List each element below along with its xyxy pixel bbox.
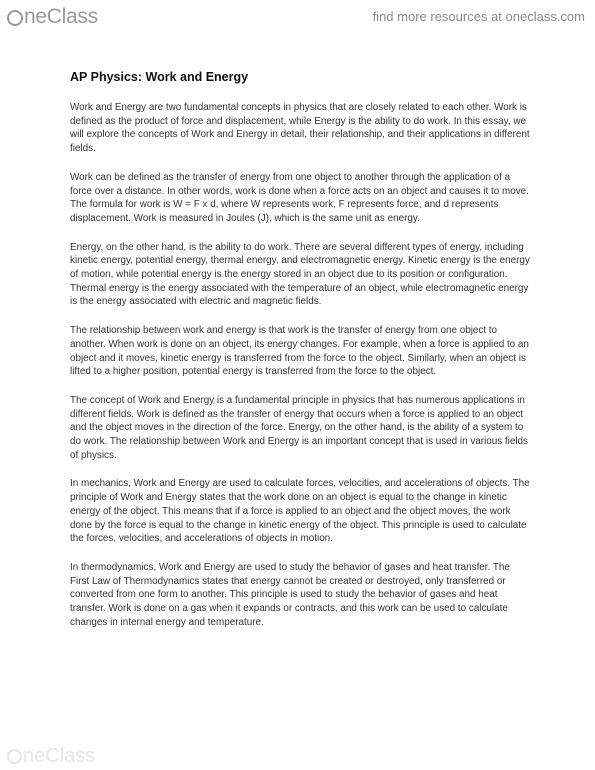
paragraph-6: In mechanics, Work and Energy are used to calculate forces, velocities, and accelerations of objects. The principle of Work and Energy states that the work done on an object is equal to the change in kinetic energy of the object. This means that if a force is applied to an object and the object moves, the work done by the force is equal to the change in kinetic energy of the object. This principle is used to calculate the forces, velocities, and accelerations of objects in motion. [70, 478, 530, 545]
paragraph-7: In thermodynamics, Work and Energy are used to study the behavior of gases and heat transfer. The First Law of Thermodynamics states that energy cannot be created or destroyed, only transferred or converted from one form to another. This principle is used to study the behavior of gases and heat transfer. Work is done on a gas when it expands or contracts, and this work can be used to calculate changes in internal energy and temperature. [70, 561, 510, 628]
footer-logo-text: neClass [23, 745, 96, 767]
document-title: AP Physics: Work and Energy [70, 70, 249, 84]
document-body [70, 70, 530, 645]
paragraph-2: Work can be defined as the transfer of energy from one object to another through the application of a force over a distance. In other words, work is done when a force acts on an object and causes it to move. The formula for work is W = F x d, where W represents work, F represents force, and d represents displacement. Work is measured in Joules (J), which is the same unit as energy. [70, 171, 529, 224]
paragraph-4: The relationship between work and energy is that work is the transfer of energy from one object to another. When work is done on an object, its energy changes. For example, when a force is applied to an object and it moves, kinetic energy is transferred from the force to the object. Similarly, when an object is lifted to a higher position, potential energy is transferred from the force to the object. [70, 325, 529, 378]
page-header [0, 0, 595, 32]
oneclass-logo[interactable] [7, 5, 98, 29]
footer-logo-o-icon [7, 749, 22, 764]
page-footer [7, 745, 95, 768]
paragraph-5: The concept of Work and Energy is a fundamental principle in physics that has numerous applications in different fields. Work is defined as the transfer of energy that occurs when a force is applied to an object and the object moves in the direction of the force. Energy, on the other hand, is the ability of a system to do work. The relationship between Work and Energy is an important concept that is used in various fields of physics. [70, 394, 528, 461]
find-resources-link[interactable]: find more resources at oneclass.com [372, 9, 585, 24]
logo-o-icon [7, 10, 23, 26]
footer-logo[interactable] [7, 745, 95, 768]
logo-text: neClass [24, 5, 98, 28]
paragraph-3: Energy, on the other hand, is the ability to do work. There are several different types of energy, including kinetic energy, potential energy, thermal energy, and electromagnetic energy. Kinetic energy is the energy of motion, while potential energy is the energy stored in an object due to its position or configuration. Thermal energy is the energy associated with the temperature of an object, while electromagnetic energy is the energy associated with electric and magnetic fields. [70, 241, 530, 308]
paragraph-1: Work and Energy are two fundamental concepts in physics that are closely related to each other. Work is defined as the product of force and displacement, while Energy is the ability to do work. In this essay, we will explore the concepts of Work and Energy in detail, their relationship, and their applications in different fields. [70, 102, 530, 155]
